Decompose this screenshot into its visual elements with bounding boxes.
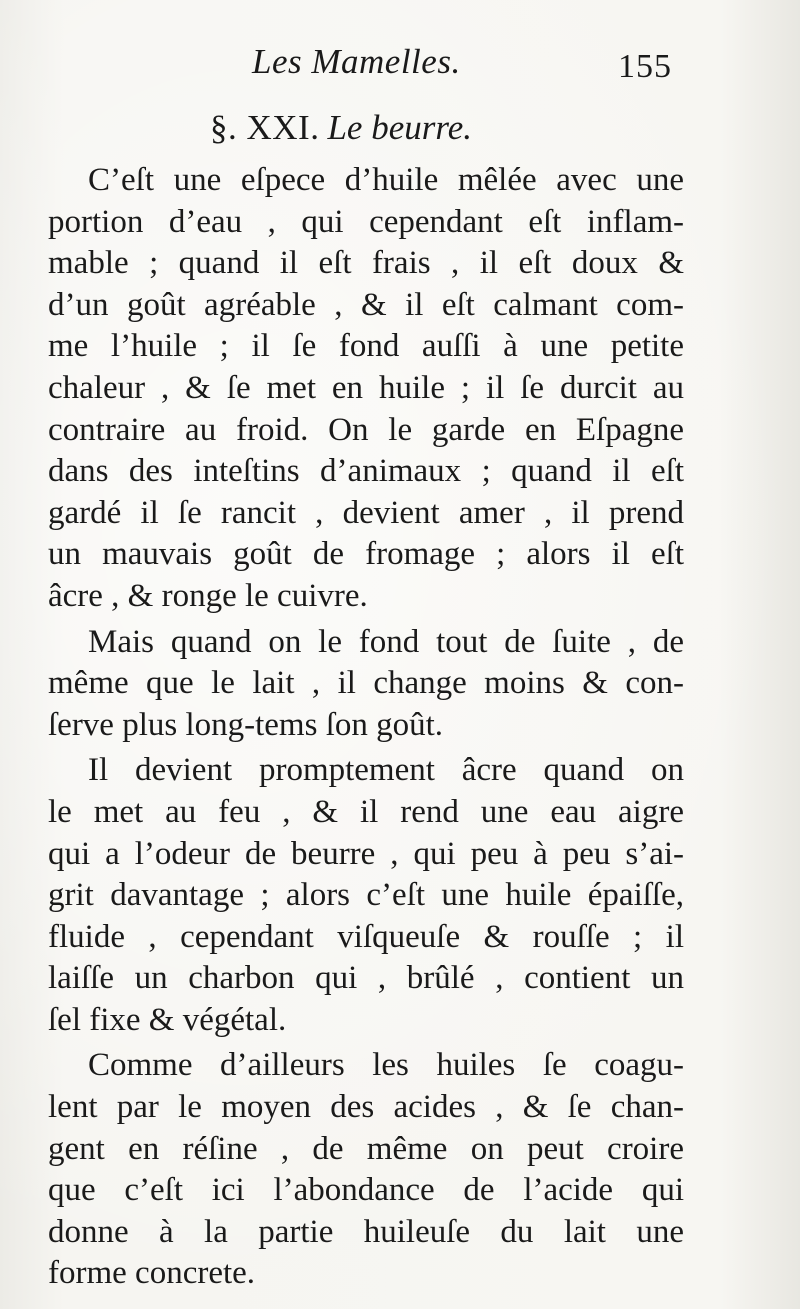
text-line: mable ; quand il eſt frais , il eſt doux & — [48, 245, 684, 282]
paragraph — [48, 750, 684, 1041]
text-line: d’un goût agréable , & il eſt calmant com- — [48, 286, 684, 323]
text-line: donne à la partie huileuſe du lait une — [48, 1213, 684, 1250]
text-line: gent en réſine , de même on peut croire — [48, 1130, 684, 1167]
text-line: que c’eſt ici l’abondance de l’acide qui — [48, 1172, 684, 1209]
text-line: Il devient promptement âcre quand on — [88, 752, 684, 789]
text-line: Mais quand on le fond tout de ſuite , de — [88, 623, 684, 660]
text-line: laiſſe un charbon qui , brûlé , contient un — [48, 960, 684, 997]
running-title: Les Mamelles. — [252, 42, 461, 81]
text-line: gardé il ſe rancit , devient amer , il prend — [48, 494, 684, 531]
text-line: même que le lait , il change moins & con- — [48, 665, 684, 702]
text-line: me l’huile ; il ſe fond auſſi à une petite — [48, 328, 684, 365]
text-line: âcre , & ronge le cuivre. — [48, 577, 368, 614]
text-line: lent par le moyen des acides , & ſe chan- — [48, 1089, 684, 1126]
text-line: ſerve plus long-tems ſon goût. — [48, 706, 444, 743]
text-line: C’eſt une eſpece d’huile mêlée avec une — [88, 162, 684, 198]
text-line: fluide , cependant viſqueuſe & rouſſe ; il — [48, 918, 684, 955]
text-line: forme concrete. — [48, 1255, 256, 1292]
paragraph — [48, 1045, 684, 1295]
text-line: grit davantage ; alors c’eſt une huile épaiſſe, — [48, 877, 684, 914]
page-number: 155 — [618, 48, 672, 85]
text-line: qui a l’odeur de beurre , qui peu à peu s’ai- — [48, 835, 684, 872]
text-line: le met au feu , & il rend une eau aigre — [48, 793, 684, 830]
text-line: ſel fixe & végétal. — [48, 1001, 287, 1038]
text-line: contraire au froid. On le garde en Eſpagne — [48, 411, 684, 448]
text-line: Comme d’ailleurs les huiles ſe coagu- — [88, 1047, 684, 1084]
section-title: Le beurre. — [327, 108, 472, 147]
paragraph — [48, 160, 684, 618]
paragraph — [48, 622, 684, 747]
section-heading — [210, 108, 472, 148]
text-line: portion d’eau , qui cependant eſt inflam- — [48, 203, 684, 240]
text-line: dans des inteſtins d’animaux ; quand il eſt — [48, 453, 684, 490]
body-text — [48, 160, 684, 1295]
section-number: §. XXI. — [210, 108, 320, 147]
running-head — [0, 42, 800, 92]
text-line: un mauvais goût de fromage ; alors il eſt — [48, 536, 684, 573]
text-line: chaleur , & ſe met en huile ; il ſe durcit au — [48, 369, 684, 406]
